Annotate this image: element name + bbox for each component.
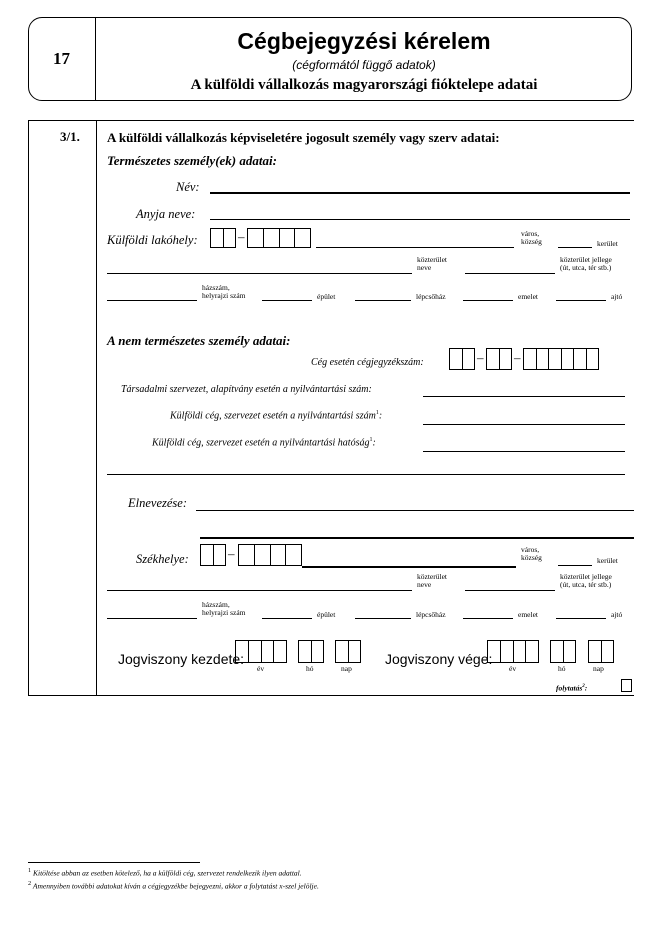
start-year-label: év <box>257 664 265 673</box>
form-number: 17 <box>28 17 96 101</box>
start-day-box[interactable] <box>335 640 361 663</box>
form-subtitle: (cégformától függő adatok) <box>292 58 436 72</box>
foreign-auth-label: Külföldi cég, szervezet esetén a nyilvántartási hatóság$^1$: <box>152 437 376 449</box>
civil-reg-field[interactable] <box>423 396 625 397</box>
seat-district-label: kerület <box>597 556 618 565</box>
door-label: ajtó <box>611 292 623 301</box>
form-title: Cégbejegyzési kérelem <box>237 28 491 54</box>
start-month-box[interactable] <box>298 640 324 663</box>
reg-form-box[interactable] <box>486 348 512 370</box>
city-field[interactable] <box>316 247 514 248</box>
seat-street-type-field[interactable] <box>465 590 555 591</box>
relation-start-label: Jogviszony kezdete: <box>118 651 245 667</box>
seat-house-number-field[interactable] <box>107 618 197 619</box>
seat-door-field[interactable] <box>556 618 606 619</box>
seat-street-name-field[interactable] <box>107 590 412 591</box>
civil-reg-label: Társadalmi szervezet, alapítvány esetén a nyilvántartási szám: <box>121 384 372 395</box>
building-label: épület <box>317 292 336 301</box>
legal-name-label: Elnevezése: <box>128 496 187 510</box>
district-label: kerület <box>597 239 618 248</box>
end-year-label: év <box>509 664 517 673</box>
foreign-auth-field[interactable] <box>423 451 625 452</box>
natural-person-heading: Természetes személy(ek) adatai: <box>107 153 277 168</box>
reg-dash-2: – <box>514 350 521 365</box>
city-label: város, község <box>521 229 542 246</box>
name-field[interactable] <box>210 192 630 194</box>
seat-city-label: város, község <box>521 545 542 562</box>
end-month-box[interactable] <box>550 640 576 663</box>
district-field[interactable] <box>558 247 592 248</box>
floor-label: emelet <box>518 292 538 301</box>
start-month-label: hó <box>306 664 314 673</box>
stair-label: lépcsőház <box>416 292 446 301</box>
country-code-box[interactable] <box>210 228 236 248</box>
start-day-label: nap <box>341 664 352 673</box>
street-name-field[interactable] <box>107 273 412 274</box>
foreign-address-label: Külföldi lakóhely: <box>107 233 198 247</box>
reg-serial-box[interactable] <box>523 348 599 370</box>
end-day-box[interactable] <box>588 640 614 663</box>
seat-floor-field[interactable] <box>463 618 513 619</box>
end-year-box[interactable] <box>487 640 539 663</box>
start-year-box[interactable] <box>235 640 287 663</box>
legal-name-field[interactable] <box>196 510 634 511</box>
section-number-column <box>28 120 97 696</box>
seat-city-field[interactable] <box>302 566 516 568</box>
stair-field[interactable] <box>355 300 411 301</box>
seat-dash: – <box>228 546 235 561</box>
seat-door-label: ajtó <box>611 610 623 619</box>
seat-label: Székhelye: <box>136 552 189 566</box>
seat-postal-box[interactable] <box>238 544 302 566</box>
foreign-reg-label: Külföldi cég, szervezet esetén a nyilvántartási szám$^1$: <box>170 410 383 422</box>
end-day-label: nap <box>593 664 604 673</box>
street-type-field[interactable] <box>465 273 555 274</box>
section-heading: A külföldi vállalkozás képviseletére jogosult személy vagy szerv adatai: <box>107 130 500 145</box>
seat-building-label: épület <box>317 610 336 619</box>
reg-number-label: Cég esetén cégjegyzékszám: <box>311 357 424 368</box>
seat-district-field[interactable] <box>558 565 592 566</box>
footnote-2: $^2$ Amennyiben további adatokat kíván a cégjegyzékbe bejegyezni, akkor a folytatást x-szel jelölje. <box>28 880 319 891</box>
foreign-auth-field-2[interactable] <box>107 474 625 475</box>
seat-stair-field[interactable] <box>355 618 411 619</box>
reg-dash-1: – <box>477 350 484 365</box>
section-number: 3/1. <box>60 129 80 144</box>
seat-floor-label: emelet <box>518 610 538 619</box>
street-name-label: közterület neve <box>417 255 447 272</box>
foreign-reg-field[interactable] <box>423 424 625 425</box>
seat-street-name-label: közterület neve <box>417 572 447 589</box>
door-field[interactable] <box>556 300 606 301</box>
footnote-separator <box>28 862 200 863</box>
legal-person-heading: A nem természetes személy adatai: <box>107 333 291 348</box>
seat-street-type-label: közterület jellege (út, utca, tér stb.) <box>560 572 612 589</box>
continuation-label: folytatás$^2$: <box>556 683 588 693</box>
seat-country-box[interactable] <box>200 544 226 566</box>
seat-building-field[interactable] <box>262 618 312 619</box>
mother-name-label: Anyja neve: <box>136 207 196 221</box>
end-month-label: hó <box>558 664 566 673</box>
house-number-label: házszám, helyrajzi szám <box>202 283 246 300</box>
address-dash: – <box>238 229 245 244</box>
footnote-1: $^1$ Kitöltése abban az esetben kötelező, ha a külföldi cég, szervezet rendelkezik ilyen adattal. <box>28 867 302 878</box>
legal-name-field-2[interactable] <box>200 537 634 539</box>
building-field[interactable] <box>262 300 312 301</box>
name-label: Név: <box>176 180 200 194</box>
form-subject: A külföldi vállalkozás magyarországi fióktelepe adatai <box>190 77 538 93</box>
postal-code-box[interactable] <box>247 228 311 248</box>
reg-court-box[interactable] <box>449 348 475 370</box>
relation-end-label: Jogviszony vége: <box>385 651 493 667</box>
street-type-label: közterület jellege (út, utca, tér stb.) <box>560 255 612 272</box>
seat-house-number-label: házszám, helyrajzi szám <box>202 600 246 617</box>
seat-stair-label: lépcsőház <box>416 610 446 619</box>
house-number-field[interactable] <box>107 300 197 301</box>
floor-field[interactable] <box>463 300 513 301</box>
mother-name-field[interactable] <box>210 219 630 220</box>
continuation-checkbox[interactable] <box>621 679 632 692</box>
